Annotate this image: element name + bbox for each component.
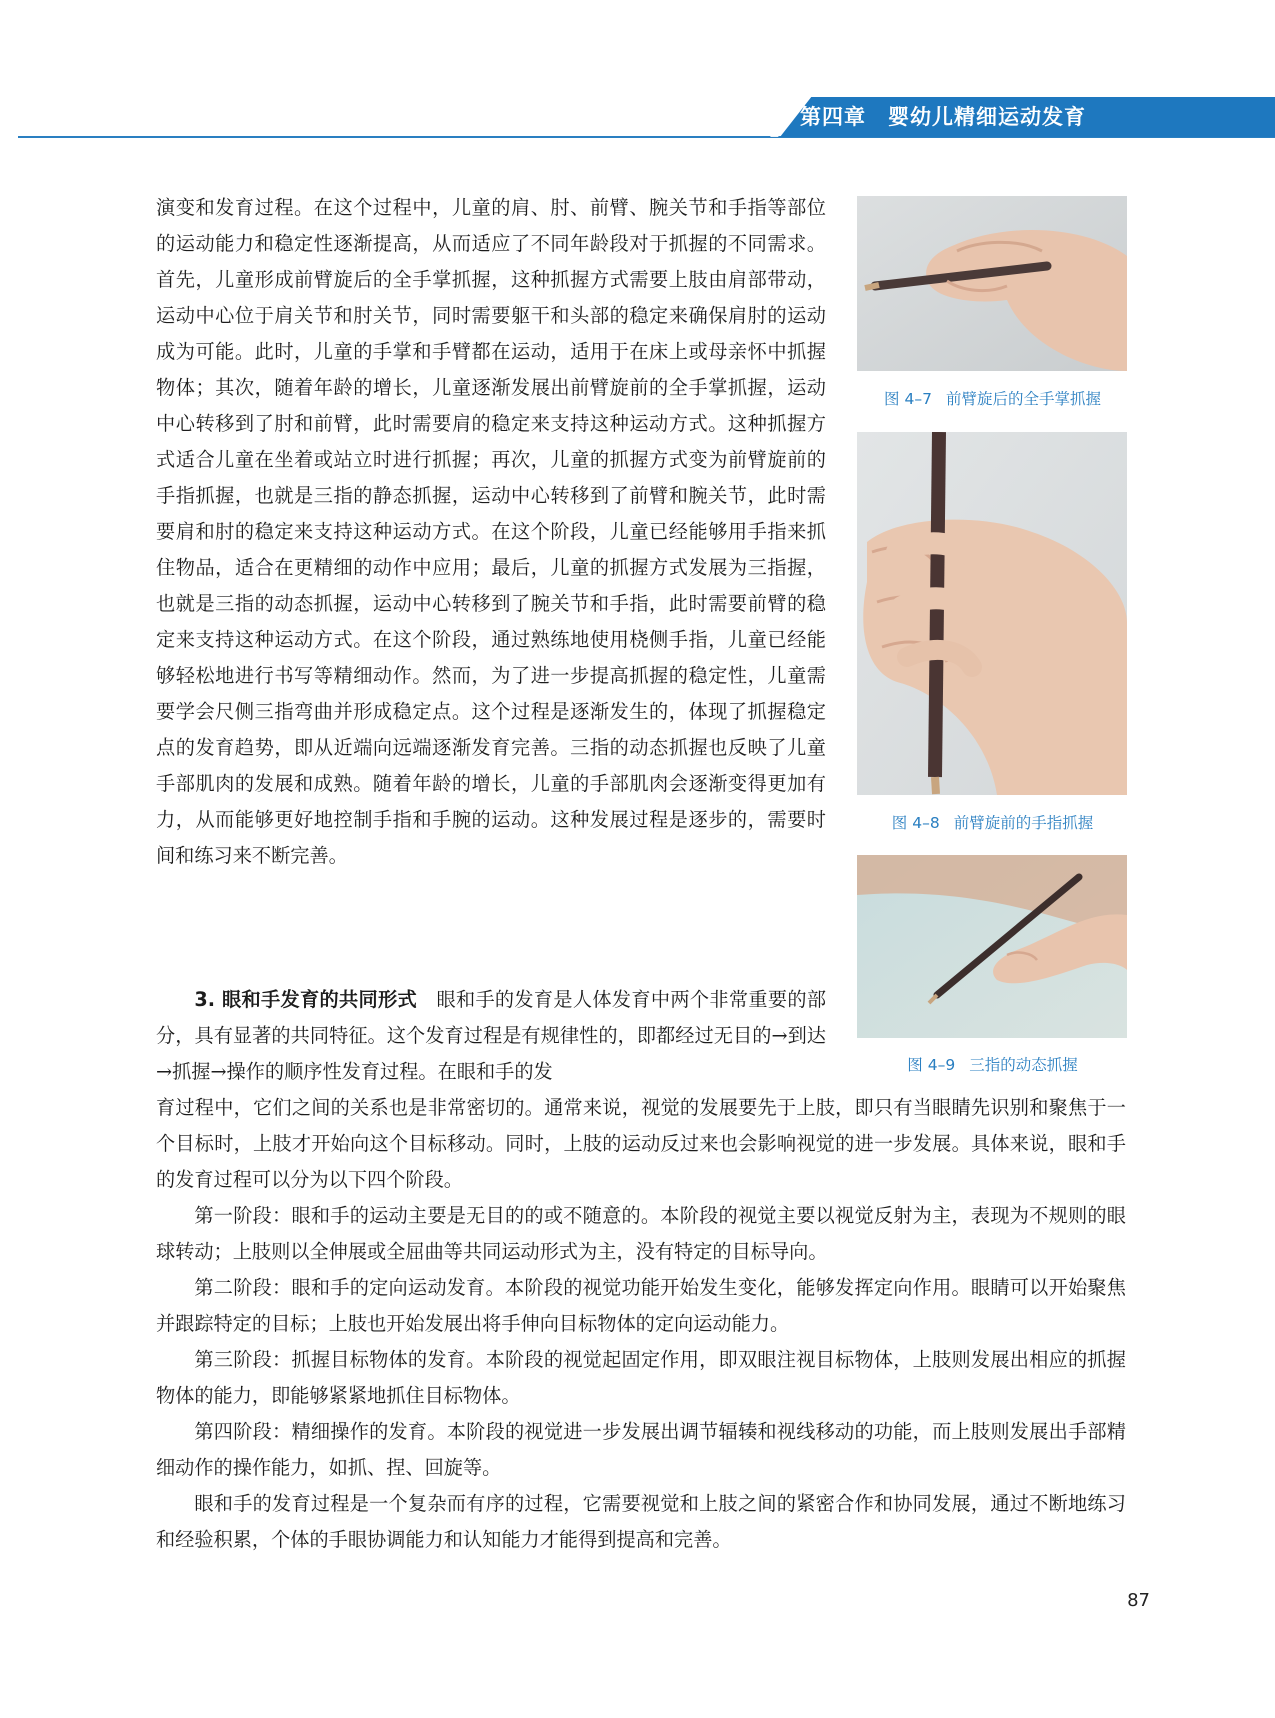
stage-three-paragraph: 第三阶段：抓握目标物体的发育。本阶段的视觉起固定作用，即双眼注视目标物体，上肢则发展出相应的抓握物体的能力，即能够紧紧地抓住目标物体。 <box>156 1348 1126 1407</box>
stage-one-paragraph: 第一阶段：眼和手的运动主要是无目的的或不随意的。本阶段的视觉主要以视觉反射为主，表现为不规则的眼球转动；上肢则以全伸展或全屈曲等共同运动形式为主，没有特定的目标导向。 <box>156 1204 1126 1263</box>
page-number: 87 <box>1127 1590 1150 1611</box>
chapter-title: 婴幼儿精细运动发育 <box>888 105 1086 129</box>
figure-title: 三指的动态抓握 <box>969 1056 1078 1074</box>
running-header <box>800 100 1130 134</box>
conclusion-paragraph: 眼和手的发育过程是一个复杂而有序的过程，它需要视觉和上肢之间的紧密合作和协同发展，通过不断地练习和经验积累，个体的手眼协调能力和认知能力才能得到提高和完善。 <box>156 1492 1126 1551</box>
figure-4-8-caption <box>840 812 1145 834</box>
stage-two-paragraph: 第二阶段：眼和手的定向运动发育。本阶段的视觉功能开始发生变化，能够发挥定向作用。眼睛可以开始聚焦并跟踪特定的目标；上肢也开始发展出将手伸向目标物体的定向运动能力。 <box>156 1276 1126 1335</box>
figure-4-7-caption <box>840 388 1145 410</box>
body-paragraph-2a <box>156 982 826 1090</box>
palmar-grasp-supinated-image <box>857 196 1127 371</box>
section-intro: 眼和手的发育是人体发育中两个非常重要的部分，具有显著的共同特征。这个发育过程是有规律性的，即都经过无目的→到达→抓握→操作的顺序性发育过程。在眼和手的发 <box>156 988 827 1083</box>
figure-4-9-photo <box>857 855 1127 1038</box>
stage-four-paragraph: 第四阶段：精细操作的发育。本阶段的视觉进一步发展出调节辐辏和视线移动的功能，而上肢则发展出手部精细动作的操作能力，如抓、捏、回旋等。 <box>156 1420 1126 1479</box>
dynamic-tripod-grasp-image <box>857 855 1127 1038</box>
body-paragraph-2b: 育过程中，它们之间的关系也是非常密切的。通常来说，视觉的发展要先于上肢，即只有当眼睛先识别和聚焦于一个目标时，上肢才开始向这个目标移动。同时，上肢的运动反过来也会影响视觉的进一步发展。具体来说，眼和手的发育过程可以分为以下四个阶段。 <box>156 1096 1126 1191</box>
figure-4-8-photo <box>857 432 1127 795</box>
section-heading: 3. 眼和手发育的共同形式 <box>194 988 417 1011</box>
figure-number: 图 4–8 <box>891 814 940 832</box>
body-paragraph-1: 演变和发育过程。在这个过程中，儿童的肩、肘、前臂、腕关节和手指等部位的运动能力和稳定性逐渐提高，从而适应了不同年龄段对于抓握的不同需求。首先，儿童形成前臂旋后的全手掌抓握，这种抓握方式需要上肢由肩部带动，运动中心位于肩关节和肘关节，同时需要躯干和头部的稳定来确保肩肘的运动成为可能。此时，儿童的手掌和手臂都在运动，适用于在床上或母亲怀中抓握物体；其次，随着年龄的增长，儿童逐渐发展出前臂旋前的全手掌抓握，运动中心转移到了肘和前臂，此时需要肩的稳定来支持这种运动方式。这种抓握方式适合儿童在坐着或站立时进行抓握；再次，儿童的抓握方式变为前臂旋前的手指抓握，也就是三指的静态抓握，运动中心转移到了前臂和腕关节，此时需要肩和肘的稳定来支持这种运动方式。在这个阶段，儿童已经能够用手指来抓住物品，适合在更精细的动作中应用；最后，儿童的抓握方式发展为三指握，也就是三指的动态抓握，运动中心转移到了腕关节和手指，此时需要前臂的稳定来支持这种运动方式。在这个阶段，通过熟练地使用桡侧手指，儿童已经能够轻松地进行书写等精细动作。然而，为了进一步提高抓握的稳定性，儿童需要学会尺侧三指弯曲并形成稳定点。这个过程是逐渐发生的，体现了抓握稳定点的发育趋势，即从近端向远端逐渐发育完善。三指的动态抓握也反映了儿童手部肌肉的发展和成熟。随着年龄的增长，儿童的手部肌肉会逐渐变得更加有力，从而能够更好地控制手指和手腕的运动。这种发展过程是逐步的，需要时间和练习来不断完善。 <box>156 196 826 867</box>
chapter-number: 第四章 <box>800 105 866 129</box>
figure-number: 图 4–9 <box>907 1056 956 1074</box>
header-tab-tail <box>1115 97 1275 137</box>
figure-4-9-caption <box>840 1054 1145 1076</box>
figure-title: 前臂旋后的全手掌抓握 <box>945 390 1101 408</box>
figure-4-7-photo <box>857 196 1127 371</box>
digital-grasp-pronated-image <box>857 432 1127 795</box>
figure-number: 图 4–7 <box>884 390 932 408</box>
figure-title: 前臂旋前的手指抓握 <box>953 814 1094 832</box>
